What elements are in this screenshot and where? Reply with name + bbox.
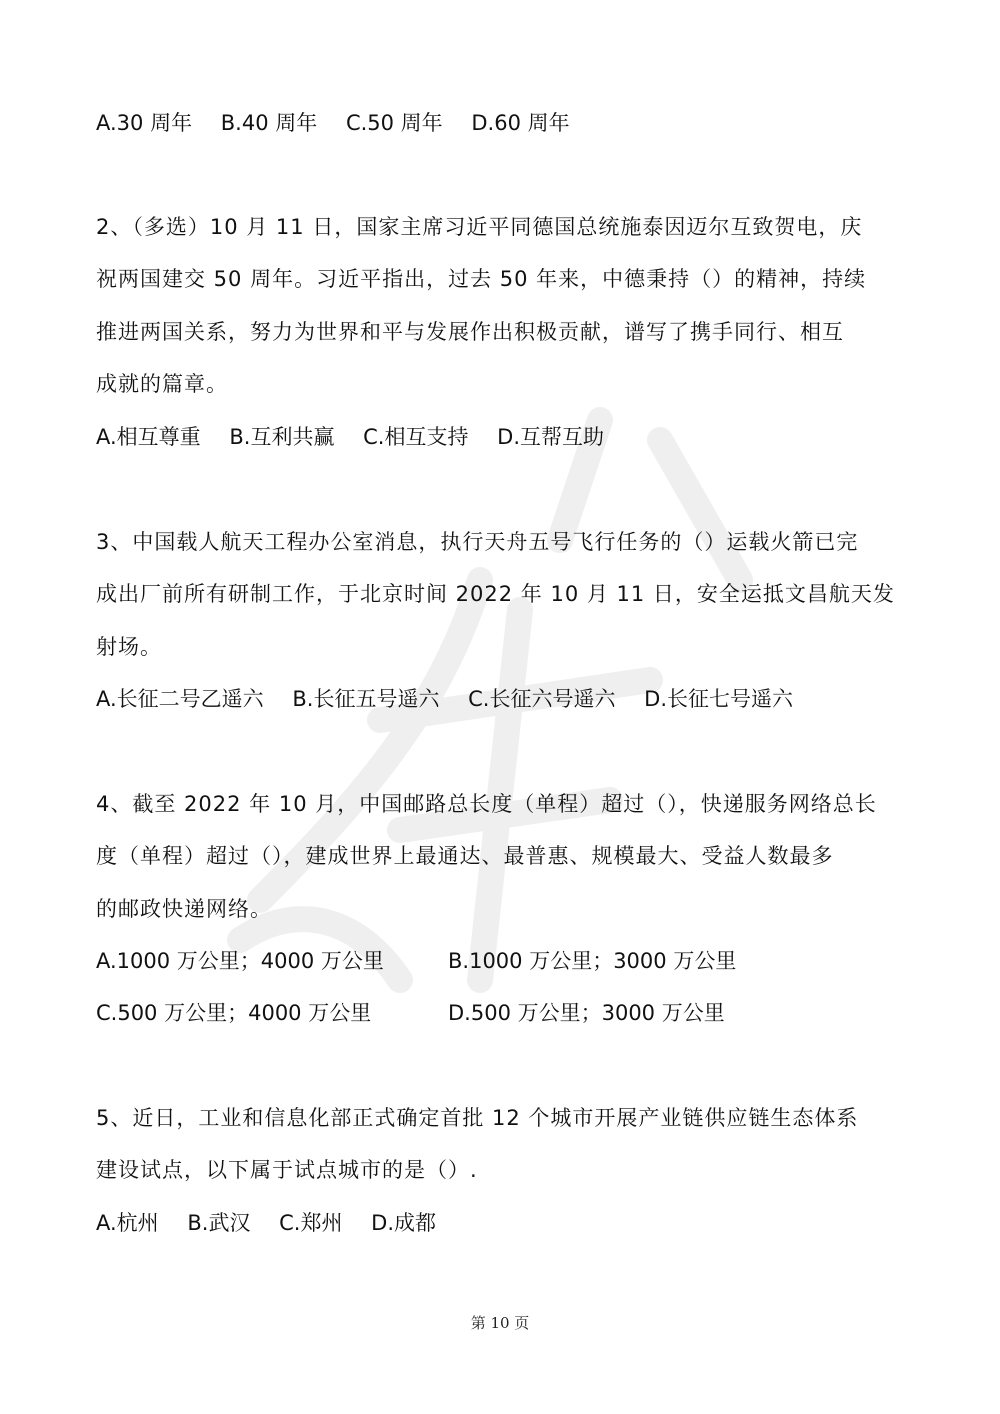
q2-option-c: C.相互支持 [363, 425, 469, 449]
q4-option-c: C.500 万公里；4000 万公里 [96, 1001, 372, 1025]
q1-options [96, 108, 592, 138]
q2-options [96, 422, 626, 452]
q3-option-c: C.长征六号遥六 [468, 687, 616, 711]
q4-line-1: 4、截至 2022 年 10 月，中国邮路总长度（单程）超过（），快递服务网络总长 [96, 792, 877, 816]
q4-line-3: 的邮政快递网络。 [96, 897, 272, 921]
q2-option-b: B.互利共赢 [229, 425, 335, 449]
q3-line-3: 射场。 [96, 635, 162, 659]
q1-option-c: C.50 周年 [345, 111, 443, 135]
q2-line-1: 2、（多选）10 月 11 日，国家主席习近平同德国总统施泰因迈尔互致贺电，庆 [96, 215, 863, 239]
q5-line-1: 5、近日，工业和信息化部正式确定首批 12 个城市开展产业链供应链生态体系 [96, 1106, 859, 1130]
q4-line-2: 度（单程）超过（），建成世界上最通达、最普惠、规模最大、受益人数最多 [96, 844, 834, 868]
q2-line-2: 祝两国建交 50 周年。习近平指出，过去 50 年来，中德秉持（）的精神，持续 [96, 267, 867, 291]
q4-options-row-1 [96, 946, 758, 976]
q3-options [96, 684, 815, 714]
q1-option-a: A.30 周年 [96, 111, 193, 135]
q2-line-4: 成就的篇章。 [96, 372, 228, 396]
q3-option-d: D.长征七号遥六 [644, 687, 794, 711]
q2-option-a: A.相互尊重 [96, 425, 201, 449]
q3-option-b: B.长征五号遥六 [292, 687, 440, 711]
q1-option-b: B.40 周年 [220, 111, 318, 135]
q5-option-a: A.杭州 [96, 1211, 159, 1235]
q3-line-1: 3、中国载人航天工程办公室消息，执行天舟五号飞行任务的（）运载火箭已完 [96, 530, 859, 554]
q4-option-b: B.1000 万公里；3000 万公里 [448, 949, 737, 973]
q5-options [96, 1208, 458, 1238]
q4-option-a: A.1000 万公里；4000 万公里 [96, 949, 384, 973]
q5-option-c: C.郑州 [279, 1211, 343, 1235]
q3-line-2: 成出厂前所有研制工作，于北京时间 2022 年 10 月 11 日，安全运抵文昌航天发 [96, 582, 895, 606]
q3-option-a: A.长征二号乙遥六 [96, 687, 264, 711]
q2-option-d: D.互帮互助 [497, 425, 605, 449]
q4-option-d: D.500 万公里；3000 万公里 [448, 1001, 725, 1025]
q4-options-row-2 [96, 998, 747, 1028]
q1-option-d: D.60 周年 [471, 111, 570, 135]
page-number: 第 10 页 [470, 1314, 530, 1332]
q5-option-d: D.成都 [371, 1211, 437, 1235]
q5-line-2: 建设试点，以下属于试点城市的是（）. [96, 1158, 478, 1182]
q2-line-3: 推进两国关系，努力为世界和平与发展作出积极贡献，谱写了携手同行、相互 [96, 320, 844, 344]
q5-option-b: B.武汉 [187, 1211, 251, 1235]
